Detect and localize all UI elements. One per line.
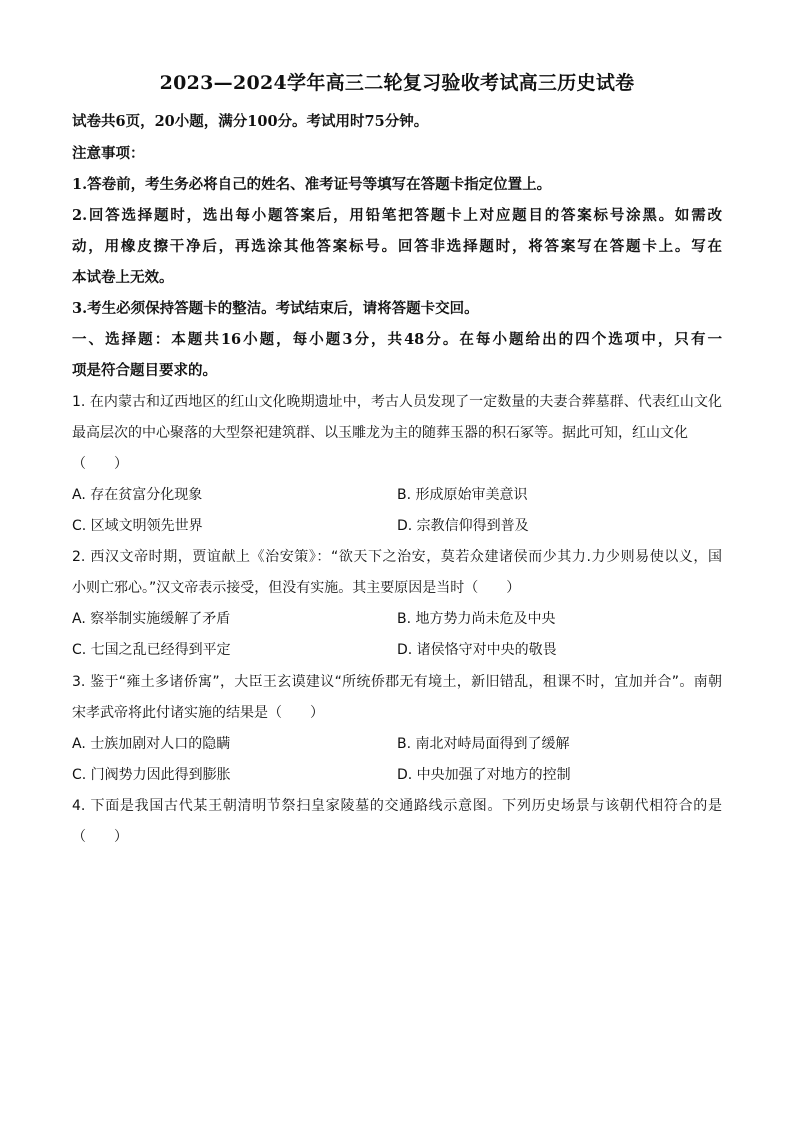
exam-intro: 试卷共6页，20小题，满分100分。考试用时75分钟。 xyxy=(72,113,429,130)
question-4-stem-line-1: 4. 下面是我国古代某王朝清明节祭扫皇家陵墓的交通路线示意图。下列历史场景与该朝代相符合的是 xyxy=(72,798,722,814)
question-1-stem-line-2: 最高层次的中心聚落的大型祭祀建筑群、以玉雕龙为主的随葬玉器的积石冢等。据此可知，红山文化 xyxy=(72,425,688,441)
notice-item-2-line-2: 动，用橡皮擦干净后，再选涂其他答案标号。回答非选择题时，将答案写在答题卡上。写在 xyxy=(72,238,722,255)
question-1-option-d: D. 宗教信仰得到普及 xyxy=(397,518,529,534)
notice-item-1: 1.答卷前，考生务必将自己的姓名、准考证号等填写在答题卡指定位置上。 xyxy=(72,176,552,193)
notice-item-3: 3.考生必须保持答题卡的整洁。考试结束后，请将答题卡交回。 xyxy=(72,300,479,317)
notice-item-2-line-1: 2.回答选择题时，选出每小题答案后，用铅笔把答题卡上对应题目的答案标号涂黑。如需改 xyxy=(72,207,722,224)
question-2-stem-line-2: 小则亡邪心。”汉文帝表示接受，但没有实施。其主要原因是当时（ ） xyxy=(72,580,521,596)
notice-heading: 注意事项： xyxy=(72,145,145,162)
question-1-option-c: C. 区域文明领先世界 xyxy=(72,518,203,534)
question-2-option-b: B. 地方势力尚未危及中央 xyxy=(397,611,556,627)
question-4-answer-blank: （ ） xyxy=(72,829,128,845)
exam-title: 2023—2024学年高三二轮复习验收考试高三历史试卷 xyxy=(159,72,635,94)
section-1-heading-line-2: 项是符合题目要求的。 xyxy=(72,362,217,379)
notice-item-2-line-3: 本试卷上无效。 xyxy=(72,269,174,286)
question-3-option-c: C. 门阀势力因此得到膨胀 xyxy=(72,767,231,783)
question-2-option-d: D. 诸侯恪守对中央的敬畏 xyxy=(397,642,557,658)
question-1-option-b: B. 形成原始审美意识 xyxy=(397,487,528,503)
question-1-option-a: A. 存在贫富分化现象 xyxy=(72,487,203,503)
question-3-stem-line-2: 宋孝武帝将此付诸实施的结果是（ ） xyxy=(72,705,324,721)
question-1-answer-blank: （ ） xyxy=(72,456,128,472)
question-3-option-b: B. 南北对峙局面得到了缓解 xyxy=(397,736,570,752)
question-2-option-c: C. 七国之乱已经得到平定 xyxy=(72,642,231,658)
question-2-option-a: A. 察举制实施缓解了矛盾 xyxy=(72,611,231,627)
section-1-heading-line-1: 一、选择题：本题共16小题，每小题3分，共48分。在每小题给出的四个选项中，只有一 xyxy=(72,331,722,348)
question-1-stem-line-1: 1. 在内蒙古和辽西地区的红山文化晚期遗址中，考古人员发现了一定数量的夫妻合葬墓群、代表红山文化 xyxy=(72,394,722,410)
question-2-stem-line-1: 2. 西汉文帝时期，贾谊献上《治安策》：“欲天下之治安，莫若众建诸侯而少其力.力少则易使以义，国 xyxy=(72,549,722,565)
question-3-option-d: D. 中央加强了对地方的控制 xyxy=(397,767,571,783)
question-3-stem-line-1: 3. 鉴于“雍土多诸侨寓”，大臣王玄谟建议“所统侨郡无有境土，新旧错乱，租课不时，宜加并合”。南朝 xyxy=(72,674,722,690)
question-3-option-a: A. 士族加剧对人口的隐瞒 xyxy=(72,736,231,752)
